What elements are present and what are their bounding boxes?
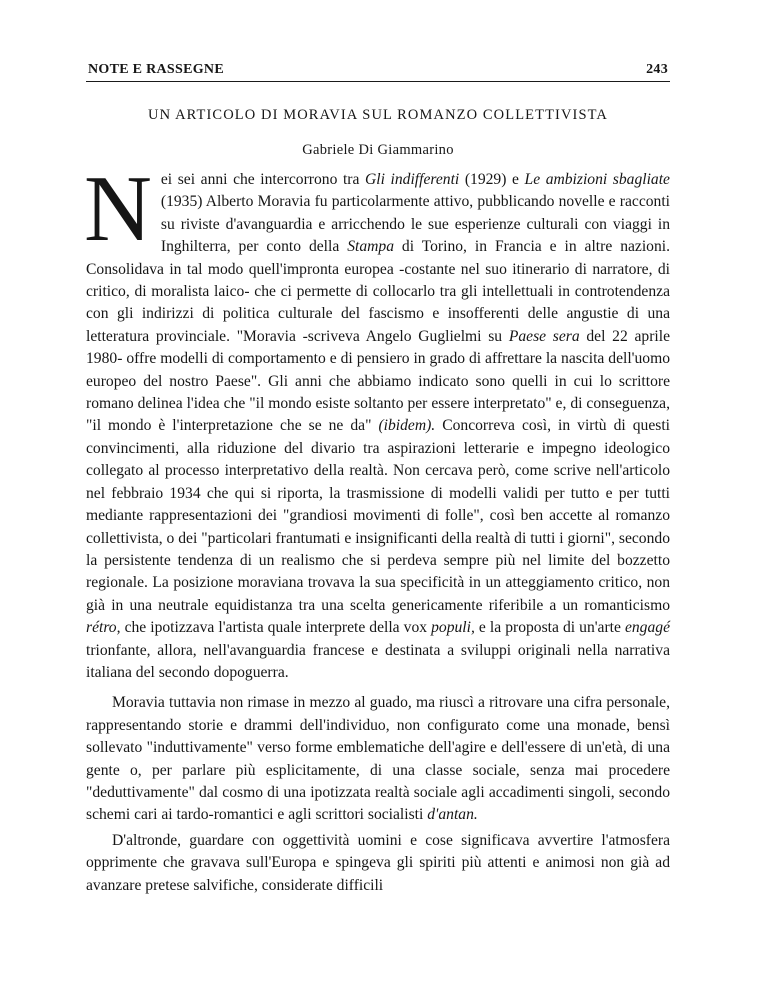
text-run: Moravia tuttavia non rimase in mezzo al guado, ma riuscì a ritrovare una cifra personale, rappresentando storie e drammi dell'individuo, non configurato come una monade, bensì sollevato "induttivamente" verso forme emblematiche dell'agire e dell'essere di un'età, di una gente o, per parlare più esplicitamente, di una classe sociale, senza mai procedere "deduttivamente" dal cosmo di una ipotizzata realtà sociale agli accadimenti singoli, secondo schemi cari ai tardo-romantici e agli scrittori socialisti [86,694,670,824]
drop-cap: N [84,157,152,261]
italic-term: populi, [431,619,475,637]
text-run: ei sei anni che intercorrono tra [160,171,366,188]
page-number: 243 [646,62,668,77]
text-run: D'altronde, guardare con oggettività uomini e cose significava avvertire l'atmosfera opprimente che gravava sull'Europa e spingeva gli spiriti più attenti e animosi non già ad avanzare pretese salvifiche, considerate difficili [86,831,670,894]
citation: (ibidem). [378,417,436,435]
text-run: che ipotizzava l'artista quale interprete della vox [120,619,432,637]
newspaper-name: Stampa [347,238,394,256]
paragraph-2 [86,692,670,826]
italic-term: rétro, [86,619,121,637]
text-run: Concorreva così, in virtù di questi convincimenti, alla riduzione del divario tra aspirazioni letterarie e impegno ideologico collegato al processo interpretativo della realtà. Non cercava però, come scrive nell'articolo nel febbraio 1934 che qui si riporta, la trasmissione di modelli validi per tutto e per tutti mediante rappresentazioni dei "grandiosi movimenti di folle", così ben accette al romanzo collettivista, o dei "particolari frantumati e insignificanti della realtà di tutti i giorni", secondo la persistente tendenza di un realismo che si perdeva sempre più nel limite del bozzetto regionale. La posizione moraviana trovava la sua specificità in un atteggiamento critico, non già in una neutrale equidistanza tra una scelta genericamente riferibile a un romanticismo [86,417,670,614]
text-run: trionfante, allora, nell'avanguardia francese e destinata a sviluppi originali nella narrativa italiana del secondo dopoguerra. [86,641,670,681]
italic-term: engagé [624,619,670,637]
text-run: e la proposta di un'arte [474,619,625,637]
article-body [84,157,670,897]
paragraph-3 [86,830,670,897]
text-run: di Torino, in Francia e in altre nazioni. Consolidava in tal modo quell'impronta europea -costante nel suo itinerario di narratore, di critico, di moralista laico- che ci permette di collocarlo tra gli intellettuali in controtendenza con gli indirizzi di politica culturale del fascismo e insofferenti delle angustie di una letteratura provinciale. "Moravia -scriveva Angelo Guglielmi su [86,238,670,345]
text-run: del 22 aprile 1980- offre modelli di comportamento e di pensiero in grado di affrettare la nascita dell'uomo europeo del nostro Paese". Gli anni che abbiamo indicato sono quelli in cui lo scrittore romano delinea l'idea che "il mondo esiste soltanto per essere interpretato" e, di conseguenza, "il mondo è l'interpretazione che se ne da" [86,327,670,435]
newspaper-name: Paese sera [508,327,580,345]
article-author: Gabriele Di Giammarino [302,142,454,158]
italic-term: d'antan. [427,806,478,824]
running-head [86,62,670,82]
text-run: (1935) Alberto Moravia fu particolarmente attivo, pubblicando novelle e racconti su riviste d'avanguardia e arricchendo le sue esperienze culturali con viaggi in Inghilterra, per conto della [160,193,670,256]
article-title: UN ARTICOLO DI MORAVIA SUL ROMANZO COLLETTIVISTA [148,107,608,123]
book-title: Gli indifferenti [365,171,460,188]
text-run: (1929) e [459,171,525,188]
book-title: Le ambizioni sbagliate [524,171,670,188]
paragraph-1 [84,157,670,684]
section-title: NOTE E RASSEGNE [88,62,224,77]
